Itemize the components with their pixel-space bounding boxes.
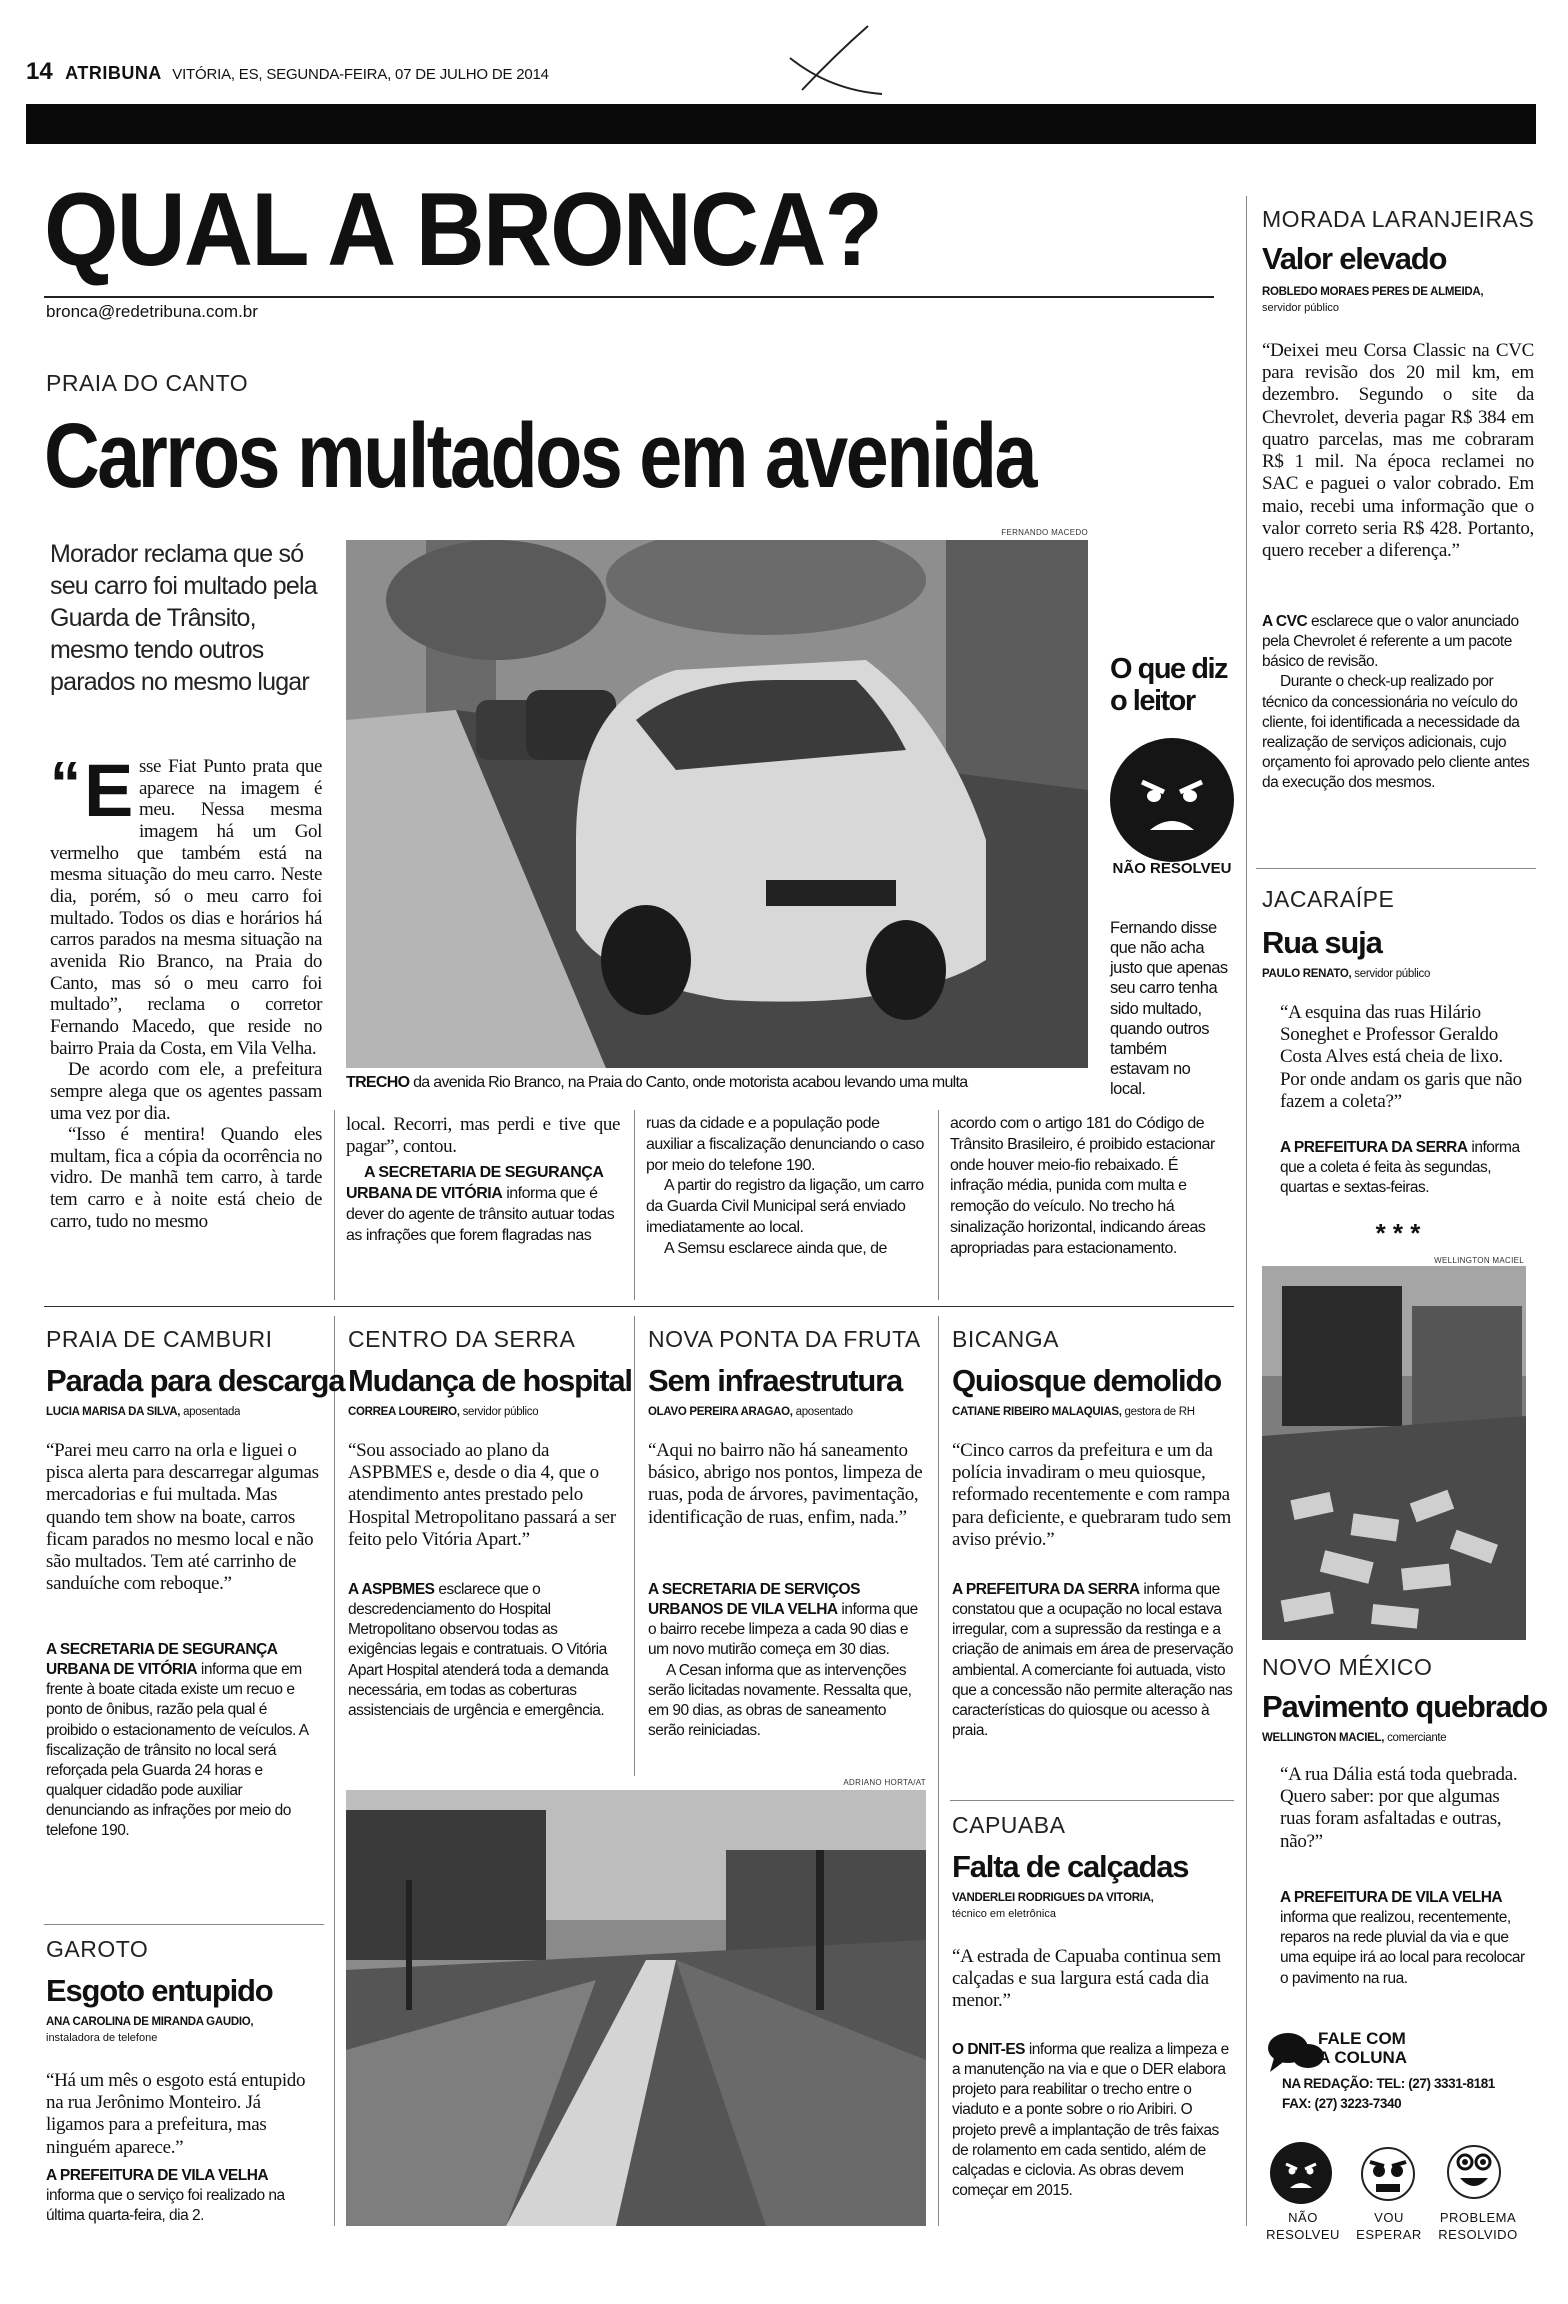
sidebar-photo-credit: WELLINGTON MACIEL [1434, 1256, 1524, 1265]
capuaba-answer: O DNIT-ES informa que realiza a limpeza e a manutenção na via e que o DER elabora projeto para reabilitar o trecho entre o viaduto e a ponte sobre o rio Aribiri. O projeto prevê a implantação de três faixas de rolamento em cada sentido, além de calçadas e ciclovia. As obras devem começar em 2015. [952, 2041, 1229, 2199]
camburi-kicker: PRAIA DE CAMBURI [46, 1326, 273, 1352]
rule-briefs-top [44, 1306, 1234, 1307]
morada-byline: ROBLEDO MORAES PERES DE ALMEIDA, [1262, 286, 1484, 298]
camburi-quote: “Parei meu carro na orla e liguei o pisca alerta para descarregar algumas mercadorias e fui multada. Mas quando tem show na boate, carros ficam parados no mesmo local e não são multados. Tem até carrinho de sanduíche com reboque.” [46, 1440, 319, 1595]
garoto-role: instaladora de telefone [46, 2032, 158, 2044]
contact-title: FALE COM A COLUNA [1318, 2029, 1408, 2067]
sidebar-photo [1262, 1266, 1526, 1640]
bicanga-title: Quiosque demolido [952, 1363, 1221, 1398]
legend-happy-face-icon [1446, 2140, 1502, 2205]
masthead-black-bar [26, 104, 1536, 144]
morada-answer: A CVC esclarece que o valor anunciado pela Chevrolet é referente a um pacote básico de revisão. Durante o check-up realizado por técnico da concessionária no veículo do cliente, foi identificada a necessidade da realização de serviços adicionais, cujo orçamento foi aprovado pelo cliente antes da execução dos mesmos. [1262, 613, 1530, 792]
camburi-byline: LUCIA MARISA DA SILVA, aposentada [46, 1406, 241, 1418]
capuaba-byline: VANDERLEI RODRIGUES DA VITÓRIA, [952, 1892, 1154, 1904]
road-photo [346, 1790, 926, 2226]
column-title: QUAL A BRONCA? [44, 172, 882, 288]
garoto-quote: “Há um mês o esgoto está entupido na rua Jerônimo Monteiro. Já ligamos para a prefeitura, mas ninguém aparece.” [46, 2070, 306, 2158]
lead-kicker: PRAIA DO CANTO [46, 370, 249, 396]
reader-status: NÃO RESOLVEU [1112, 860, 1232, 877]
garoto-title: Esgoto entupido [46, 1973, 273, 2008]
lead-body-col4: acordo com o artigo 181 do Código de Trânsito Brasileiro, é proibido estacionar onde houver meio-fio rebaixado. É infração média, punida com multa e remoção do veículo. No trecho há sinalização horizontal, indicando áreas apropriadas para estacionamento. [950, 1115, 1215, 1257]
bicanga-byline: CATIANE RIBEIRO MALAQUIAS, gestora de RH [952, 1406, 1195, 1418]
rule-brief2 [634, 1316, 635, 1776]
morada-role: servidor público [1262, 302, 1340, 314]
jacaraipe-title: Rua suja [1262, 925, 1382, 960]
serra-answer: A ASPBMES esclarece que o descredenciamento do Hospital Metropolitano observou todas as exigências legais e contratuais. O Vitória Apart Hospital atenderá toda a demanda necessária, em todas as coberturas assistenciais de urgência e emergência. [348, 1581, 609, 1719]
ponta-title: Sem infraestrutura [648, 1363, 903, 1398]
date-line: VITÓRIA, ES, SEGUNDA-FEIRA, 07 DE JULHO DE 2014 [172, 66, 549, 83]
serra-kicker: CENTRO DA SERRA [348, 1326, 576, 1352]
ponta-quote: “Aqui no bairro não há saneamento básico, abrigo nos pontos, limpeza de ruas, poda de árvores, pavimentação, identificação de ruas, enfim, nada.” [648, 1440, 923, 1528]
jacaraipe-kicker: JACARAÍPE [1262, 886, 1395, 912]
jacaraipe-answer: A PREFEITURA DA SERRA informa que a coleta é feita às segundas, quartas e sextas-feiras. [1280, 1139, 1520, 1197]
rule-bicanga [950, 1800, 1234, 1801]
novo-mexico-answer: A PREFEITURA DE VILA VELHA informa que realizou, recentemente, reparos na rede pluvial da via e que uma equipe irá ao local para recolocar o pavimento na rua. [1280, 1889, 1525, 1987]
garoto-kicker: GAROTO [46, 1936, 149, 1962]
garoto-answer: A PREFEITURA DE VILA VELHA informa que o serviço foi realizado na última quarta-feira, dia 2. [46, 2167, 285, 2225]
column-email: bronca@redetribuna.com.br [46, 302, 258, 321]
lead-photo [346, 540, 1088, 1068]
contact-fax: FAX: (27) 3223-7340 [1282, 2096, 1402, 2111]
road-photo-credit: ADRIANO HORTA/AT [843, 1778, 926, 1787]
rule-morada [1256, 868, 1536, 869]
novo-mexico-quote: “A rua Dália está toda quebrada. Quero saber: por que algumas ruas foram asfaltadas e outras, não?” [1280, 1764, 1518, 1852]
rule-col1 [334, 1110, 335, 1300]
lead-body-col1 [50, 749, 322, 1232]
rule-camburi [44, 1924, 324, 1925]
lead-body-col2 [346, 1114, 620, 1247]
paper-name: ATRIBUNA [65, 63, 162, 83]
page-number: 14 [26, 58, 53, 85]
novo-mexico-title: Pavimento quebrado [1262, 1689, 1548, 1724]
lead-photo-illustration [346, 540, 1088, 1068]
lead-col3-b: A partir do registro da ligação, um carro da Guarda Civil Municipal será enviado imediatamente ao local. [646, 1177, 924, 1236]
lead-col3-c: A Semsu esclarece ainda que, de [664, 1239, 887, 1257]
capuaba-quote: “A estrada de Capuaba continua sem calçadas e sua largura está cada dia menor.” [952, 1946, 1221, 2012]
rule-brief1 [334, 1316, 335, 2226]
rule-brief3 [938, 1316, 939, 2226]
angry-face-icon [1110, 738, 1234, 862]
reader-text: Fernando disse que não acha justo que apenas seu carro tenha sido multado, quando outros também estavam no local. [1110, 919, 1228, 1098]
caption-lead: TRECHO [346, 1074, 410, 1091]
lead-paragraph-3: “Isso é mentira! Quando eles multam, fica a cópia da ocorrência no vidro. De manhã tem carro, à tarde tem carro e à noite está cheio de carro, tudo no mesmo [50, 1124, 322, 1232]
novo-mexico-byline: WELLINGTON MACIEL, comerciante [1262, 1732, 1447, 1744]
bicanga-answer: A PREFEITURA DA SERRA informa que constatou que a ocupação no local estava irregular, com a supressão da restinga e a criação de animais em área de preservação ambiental. A comerciante foi autuada, visto que a concessão não permite alteração nas características do quiosque ou acesso à praia. [952, 1581, 1234, 1739]
legend-label-nao-resolveu: NÃO RESOLVEU [1266, 2210, 1340, 2242]
camburi-title: Parada para descarga [46, 1363, 345, 1398]
novo-mexico-kicker: NOVO MÉXICO [1262, 1654, 1433, 1680]
jacaraipe-quote: “A esquina das ruas Hilário Soneghet e Professor Geraldo Costa Alves está cheia de lixo. Por onde andam os garis que não fazem a coleta?” [1280, 1002, 1522, 1112]
lead-headline: Carros multados em avenida [44, 405, 1036, 507]
morada-kicker: MORADA LARANJEIRAS [1262, 206, 1535, 232]
serra-title: Mudança de hospital [348, 1363, 632, 1398]
capuaba-title: Falta de calçadas [952, 1849, 1189, 1884]
capuaba-role: técnico em eletrônica [952, 1908, 1056, 1920]
jacaraipe-byline: PAULO RENATO, servidor público [1262, 968, 1431, 980]
capuaba-kicker: CAPUABA [952, 1812, 1066, 1838]
lead-photo-caption [346, 1074, 1088, 1092]
bicanga-kicker: BICANGA [952, 1326, 1060, 1352]
ponta-answer: A SECRETARIA DE SERVIÇOS URBANOS DE VILA VELHA informa que o bairro recebe limpeza a cada 90 dias e um novo mutirão começa em 30 dias. A Cesan informa que as intervenções serão licitadas novamente. Ressalta que, em 90 dias, as obras de saneamento serão reiniciadas. [648, 1581, 918, 1739]
lead-body-col3 [646, 1114, 926, 1260]
ponta-byline: OLAVO PEREIRA ARAGÃO, aposentado [648, 1406, 853, 1418]
ponta-kicker: NOVA PONTA DA FRUTA [648, 1326, 921, 1352]
lead-col2-b: informa que é dever do agente de trânsito autuar todas as infrações que forem flagradas nas [346, 1185, 615, 1244]
reader-box-title: O que diz o leitor [1110, 653, 1227, 717]
serra-byline: CORREA LOUREIRO, servidor público [348, 1406, 539, 1418]
morada-title: Valor elevado [1262, 241, 1447, 276]
drop-cap: E [84, 749, 133, 832]
rule-col2 [634, 1110, 635, 1300]
serra-quote: “Sou associado ao plano da ASPBMES e, desde o dia 4, que o atendimento antes prestado pelo Hospital Metropolitano passará a ser feito pelo Vitória Apart.” [348, 1440, 616, 1550]
semsu-lead: A SECRETARIA DE SEGURANÇA URBANA DE VITÓRIA [346, 1164, 603, 1203]
morada-quote: “Deixei meu Corsa Classic na CVC para revisão dos 20 mil km, em dezembro. Segundo o site da Chevrolet, deveria pagar R$ 384 em quatro parcelas, mas me cobraram R$ 1 mil. Na época reclamei no SAC e paguei o valor cobrado. Em maio, recebi uma informação que o valor correto seria R$ 428. Portanto, quero receber a diferença.” [1262, 340, 1534, 561]
open-quote-mark: “ [50, 750, 81, 819]
lead-photo-credit: FERNANDO MACEDO [1001, 528, 1088, 537]
separator-stars: * * * [1375, 1218, 1421, 1248]
lead-col2-a: local. Recorri, mas perdi e tive que pagar”, contou. [346, 1114, 620, 1157]
lead-paragraph-2: De acordo com ele, a prefeitura sempre alega que os agentes passam uma vez por dia. [50, 1059, 322, 1124]
lead-col3-a: ruas da cidade e a população pode auxiliar a fiscalização denunciando o caso por meio do telefone 190. [646, 1115, 924, 1174]
title-rule [44, 296, 1214, 298]
rule-sidebar [1246, 196, 1247, 2226]
lead-deck: Morador reclama que só seu carro foi multado pela Guarda de Trânsito, mesmo tendo outros parados no mesmo lugar [50, 540, 317, 696]
contact-phone: NA REDAÇÃO: TEL: (27) 3331-8181 [1282, 2076, 1495, 2091]
legend-angry-face-icon [1270, 2142, 1332, 2204]
lead-paragraph-1: sse Fiat Punto prata que aparece na imagem é meu. Nessa mesma imagem há um Gol vermelho que também está na mesma situação do meu carro. Neste dia, porém, só o meu carro foi multado. Todos os dias e horários há carros parados na mesma situação na avenida Rio Branco, na Praia do Canto, mas só o meu carro foi multado”, reclama o corretor Fernando Macedo, que reside no bairro Praia da Costa, em Vila Velha. [50, 756, 322, 1059]
legend-label-vou-esperar: VOU ESPERAR [1356, 2210, 1422, 2242]
caption-text: da avenida Rio Branco, na Praia do Canto, onde motorista acabou levando uma multa [409, 1074, 968, 1091]
rule-col3 [938, 1110, 939, 1300]
camburi-answer: A SECRETARIA DE SEGURANÇA URBANA DE VITÓRIA informa que em frente à boate citada existe um recuo e ponto de ônibus, razão pela qual é proibido o estacionamento de veículos. A fiscalização de trânsito no local será reforçada pela Guarda 24 horas e qualquer cidadão pode auxiliar denunciando as infrações por meio do telefone 190. [46, 1641, 308, 1840]
garoto-byline: ANA CAROLINA DE MIRANDA GAUDIO, [46, 2016, 254, 2028]
legend-label-problema-resolvido: PROBLEMA RESOLVIDO [1438, 2210, 1518, 2242]
bicanga-quote: “Cinco carros da prefeitura e um da polícia invadiram o meu quiosque, reformado recentemente e com rampa para deficiente, e quebraram tudo sem aviso prévio.” [952, 1440, 1232, 1550]
chat-bubble-icon [1266, 2030, 1326, 2081]
legend-waiting-face-icon [1360, 2146, 1416, 2207]
handwritten-x-mark [780, 20, 890, 100]
